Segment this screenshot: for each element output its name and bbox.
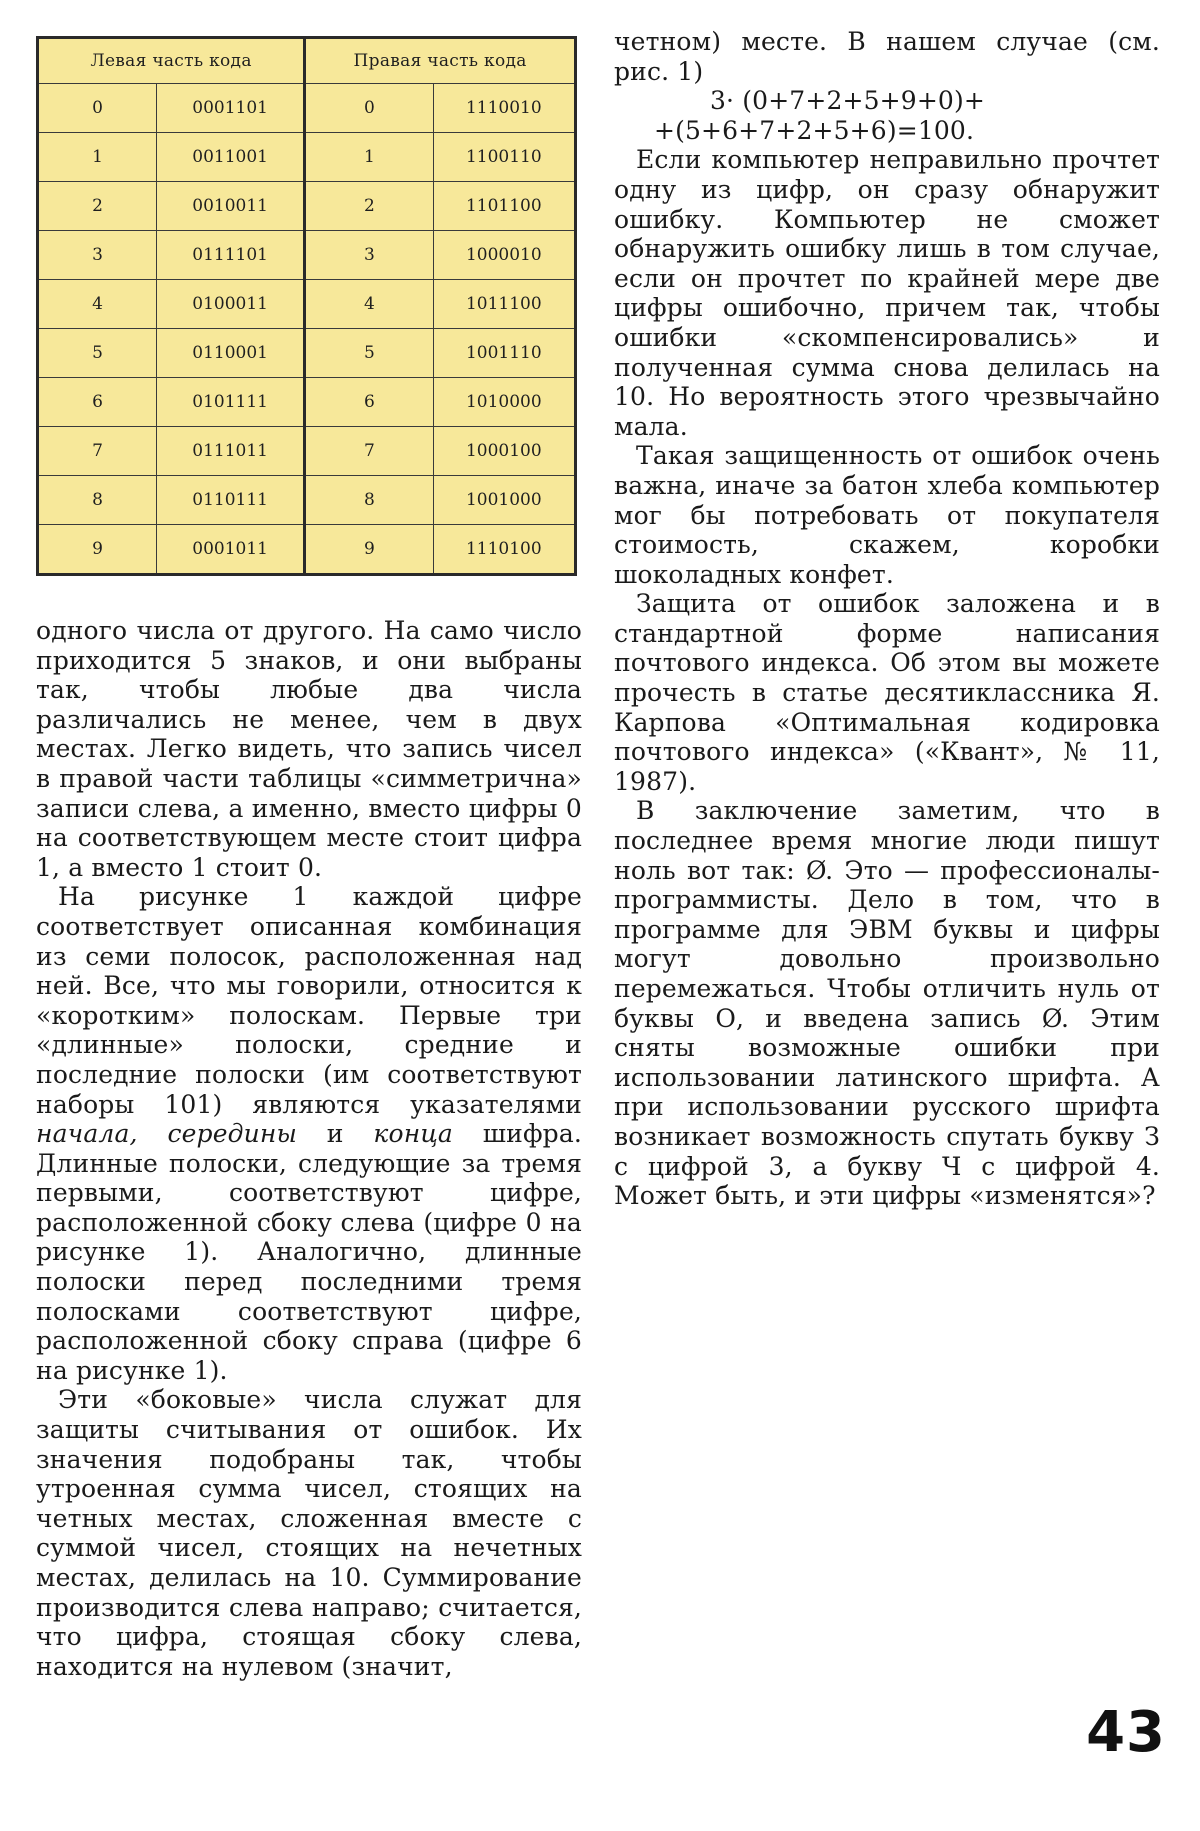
code-table xyxy=(36,36,577,576)
right-code-cell: 1011100 xyxy=(433,280,575,329)
table-header-row xyxy=(38,38,576,84)
right-code-cell: 1000100 xyxy=(433,427,575,476)
paragraph: Эти «боковые» числа служат для защиты считывания от ошибок. Их значения подобраны так, чтобы утроенная сумма чисел, стоящих на четных местах, сложенная вместе с суммой чисел, стоящих на нечетных местах, делилась на 10. Суммирование производится слева направо; считается, что цифра, стоящая сбоку слева, находится на нулевом (значит, xyxy=(36,1385,582,1681)
right-code-cell: 1001000 xyxy=(433,476,575,525)
left-code-header: Левая часть кода xyxy=(38,38,305,84)
left-text-column xyxy=(36,616,582,1681)
table-row xyxy=(38,427,576,476)
left-code-cell: 0011001 xyxy=(157,133,305,182)
right-code-cell: 1110010 xyxy=(433,84,575,133)
table-row xyxy=(38,378,576,427)
left-code-cell: 0001011 xyxy=(157,525,305,575)
left-code-cell: 0111011 xyxy=(157,427,305,476)
left-digit-cell: 8 xyxy=(38,476,157,525)
left-code-cell: 0101111 xyxy=(157,378,305,427)
paragraph: Если компьютер неправильно прочтет одну из цифр, он сразу обнаружит ошибку. Компьютер не сможет обнаружить ошибку лишь в том случае, если он прочтет по крайней мере две цифры ошибочно, причем так, чтобы ошибки «скомпенсировались» и полученная сумма снова делилась на 10. Но вероятность этого чрезвычайно мала. xyxy=(614,145,1160,441)
formula-line: 3· (0+7+2+5+9+0)+ xyxy=(710,86,985,116)
right-digit-cell: 7 xyxy=(305,427,433,476)
left-digit-cell: 0 xyxy=(38,84,157,133)
table-row xyxy=(38,231,576,280)
right-digit-cell: 4 xyxy=(305,280,433,329)
table-row xyxy=(38,476,576,525)
paragraph: В заключение заметим, что в последнее время многие люди пишут ноль вот так: Ø. Это — профессионалы-программисты. Дело в том, что в программе для ЭВМ буквы и цифры могут довольно произвольно перемежаться. Чтобы отличить нуль от буквы О, и введена запись Ø. Этим сняты возможные ошибки при использовании латинского шрифта. А при использовании русского шрифта возникает возможность спутать букву З с цифрой 3, а букву Ч с цифрой 4. Может быть, и эти цифры «изменятся»? xyxy=(614,796,1160,1211)
right-digit-cell: 8 xyxy=(305,476,433,525)
page-number: 43 xyxy=(1086,1700,1166,1765)
left-code-cell: 0111101 xyxy=(157,231,305,280)
right-code-cell: 1101100 xyxy=(433,182,575,231)
right-digit-cell: 2 xyxy=(305,182,433,231)
table-row xyxy=(38,329,576,378)
table-row xyxy=(38,84,576,133)
table-row xyxy=(38,182,576,231)
left-digit-cell: 1 xyxy=(38,133,157,182)
left-code-cell: 0001101 xyxy=(157,84,305,133)
right-code-cell: 1001110 xyxy=(433,329,575,378)
right-digit-cell: 9 xyxy=(305,525,433,575)
right-code-cell: 1100110 xyxy=(433,133,575,182)
right-code-cell: 1010000 xyxy=(433,378,575,427)
right-digit-cell: 3 xyxy=(305,231,433,280)
left-digit-cell: 4 xyxy=(38,280,157,329)
left-digit-cell: 5 xyxy=(38,329,157,378)
left-code-cell: 0110001 xyxy=(157,329,305,378)
right-code-cell: 1110100 xyxy=(433,525,575,575)
left-digit-cell: 3 xyxy=(38,231,157,280)
formula-line: +(5+6+7+2+5+6)=100. xyxy=(654,115,975,145)
paragraph: Защита от ошибок заложена и в стандартной форме написания почтового индекса. Об этом вы можете прочесть в статье десятиклассника Я. Карпова «Оптимальная кодировка почтового индекса» («Квант», № 11, 1987). xyxy=(614,589,1160,796)
paragraph: четном) месте. В нашем случае (см. рис. 1) xyxy=(614,27,1160,86)
left-digit-cell: 7 xyxy=(38,427,157,476)
table-row xyxy=(38,525,576,575)
right-digit-cell: 1 xyxy=(305,133,433,182)
left-digit-cell: 2 xyxy=(38,182,157,231)
table-row xyxy=(38,133,576,182)
table-row xyxy=(38,280,576,329)
right-digit-cell: 0 xyxy=(305,84,433,133)
right-code-cell: 1000010 xyxy=(433,231,575,280)
left-digit-cell: 9 xyxy=(38,525,157,575)
paragraph: На рисунке 1 каждой цифре соответствует описанная комбинация из семи полосок, расположенная над ней. Все, что мы говорили, относится к «коротким» полоскам. Первые три «длинные» полоски, средние и последние полоски (им соответствуют наборы 101) являются указателями начала, середины и конца шифра. Длинные полоски, следующие за тремя первыми, соответствуют цифре, расположенной сбоку слева (цифре 0 на рисунке 1). Аналогично, длинные полоски перед последними тремя полосками соответствуют цифре, расположенной сбоку справа (цифре 6 на рисунке 1). xyxy=(36,882,582,1385)
left-code-cell: 0010011 xyxy=(157,182,305,231)
right-digit-cell: 5 xyxy=(305,329,433,378)
right-text-column xyxy=(614,27,1160,1211)
left-code-cell: 0110111 xyxy=(157,476,305,525)
paragraph: Такая защищенность от ошибок очень важна, иначе за батон хлеба компьютер мог бы потребовать от покупателя стоимость, скажем, коробки шоколадных конфет. xyxy=(614,441,1160,589)
right-code-header: Правая часть кода xyxy=(305,38,576,84)
left-code-cell: 0100011 xyxy=(157,280,305,329)
right-digit-cell: 6 xyxy=(305,378,433,427)
left-digit-cell: 6 xyxy=(38,378,157,427)
paragraph: одного числа от другого. На само число приходится 5 знаков, и они выбраны так, чтобы любые два числа различались не менее, чем в двух местах. Легко видеть, что запись чисел в правой части таблицы «симметрична» записи слева, а именно, вместо цифры 0 на соответствующем месте стоит цифра 1, а вместо 1 стоит 0. xyxy=(36,616,582,882)
table-body xyxy=(38,84,576,575)
